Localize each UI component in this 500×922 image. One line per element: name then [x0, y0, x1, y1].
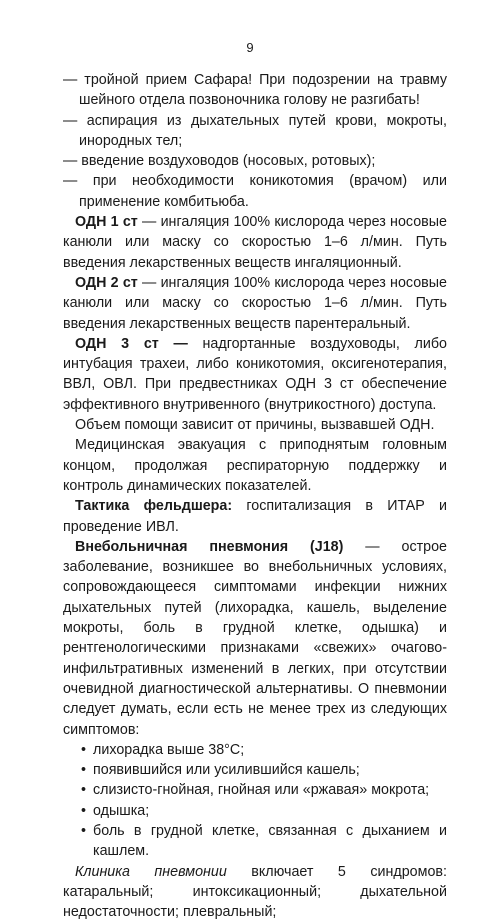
odn2-term: ОДН 2 ст — [75, 274, 138, 291]
page-body — [63, 70, 447, 922]
symptom-item: • боль в грудной клетке, связанная с дыханием и кашлем. — [81, 821, 447, 862]
tactics-term: Тактика фельдшера: — [75, 498, 233, 515]
odn3-text: надгортанные воздуховоды, либо интубация трахеи, либо коникотомия, оксигенотерапия, ВВЛ, ОВЛ. При предвестниках ОДН 3 ст обеспечение эффективного внутривенного (внутрикостного) доступа. — [63, 335, 447, 413]
tactics-paragraph — [63, 496, 447, 537]
list-item: — аспирация из дыхательных путей крови, мокроты, инородных тел; — [63, 112, 447, 149]
evacuation-paragraph: Медицинская эвакуация с приподнятым головным концом, продолжая респираторную поддержку и контроль динамических показателей. — [63, 437, 447, 494]
odn3-term: ОДН 3 ст — — [75, 335, 188, 352]
pneumonia-text: — острое заболевание, возникшее во внебольничных условиях, сопровождающееся симптомами инфекции нижних дыхательных путей (лихорадка, кашель, выделение мокроты, боль в грудной клетке, одышка) и рентгенологическими признаками «свежих» очагово-инфильтративных изменений в легких, при отсутствии очевидной диагностической альтернативы. О пневмонии следует думать, если есть не менее трех из следующих симптомов: — [63, 538, 447, 738]
pneumonia-term: Внебольничная пневмония (J18) — [75, 538, 344, 555]
list-item: — при необходимости коникотомия (врачом) или применение комбитьюба. — [63, 173, 447, 210]
symptom-item: • лихорадка выше 38°С; — [81, 740, 447, 760]
list-item: — тройной прием Сафара! При подозрении на травму шейного отдела позвоночника голову не разгибать! — [63, 72, 447, 109]
clinic-term: Клиника пневмонии — [75, 863, 227, 880]
odn2-paragraph — [63, 273, 447, 334]
tactics-text: госпитализация в ИТАР и проведение ИВЛ. — [63, 498, 447, 535]
odn1-term: ОДН 1 ст — [75, 214, 138, 231]
pneumonia-paragraph — [63, 537, 447, 740]
help-volume-paragraph: Объем помощи зависит от причины, вызвавшей ОДН. — [75, 417, 435, 434]
odn1-text: — ингаляция 100% кислорода через носовые канюли или маску со скоростью 1–6 л/мин. Путь введения лекарственных веществ ингаляционный. — [63, 214, 447, 271]
symptom-item: • одышка; — [81, 801, 447, 821]
odn3-paragraph — [63, 334, 447, 415]
odn2-text: — ингаляция 100% кислорода через носовые канюли или маску со скоростью 1–6 л/мин. Путь введения лекарственных веществ парентеральный. — [63, 274, 447, 332]
clinic-paragraph — [63, 862, 447, 922]
symptom-item: • слизисто-гнойная, гнойная или «ржавая» мокрота; — [81, 780, 447, 800]
page-number: 9 — [246, 40, 254, 55]
list-item: — введение воздуховодов (носовых, ротовых); — [63, 153, 376, 170]
symptom-item: • появившийся или усилившийся кашель; — [81, 760, 447, 780]
clinic-text: включает 5 синдромов: катаральный; интоксикационный; дыхательной недостаточности; плевральный; — [63, 863, 447, 921]
odn1-paragraph — [63, 212, 447, 273]
